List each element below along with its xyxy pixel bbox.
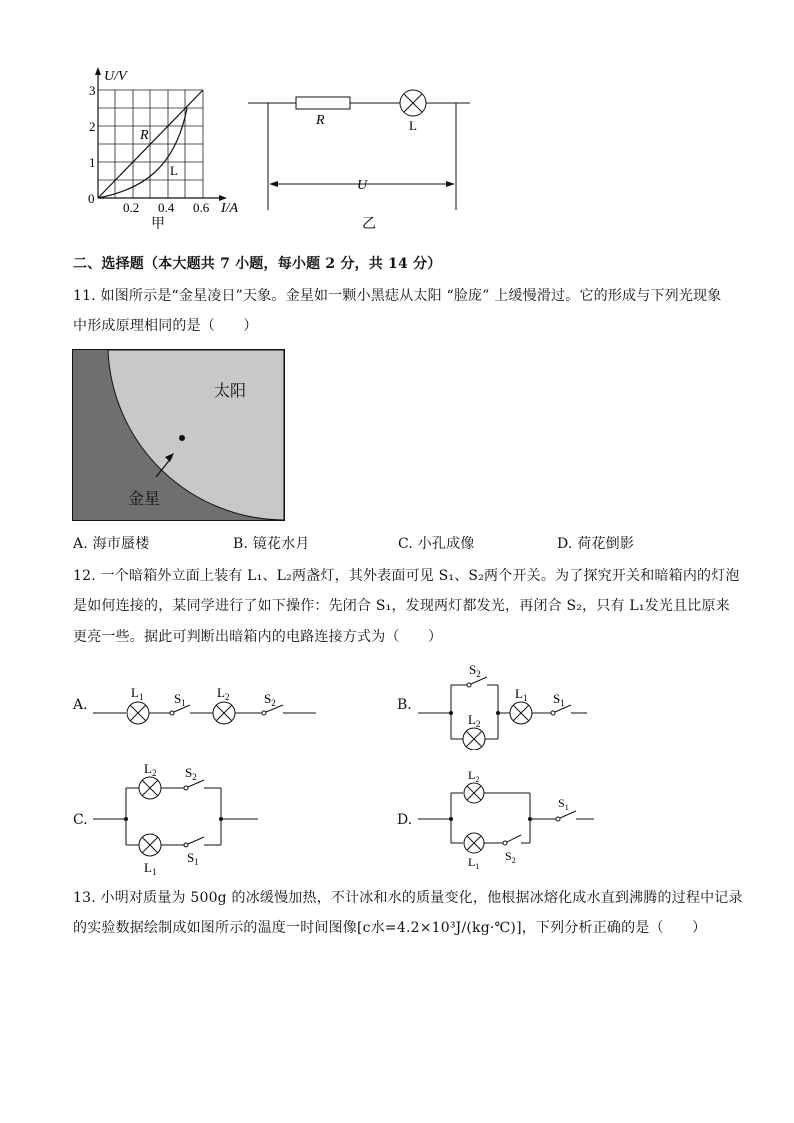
section-heading: 二、选择题（本大题共 7 小题，每小题 2 分，共 14 分） [73,256,442,272]
lamp-label: L [409,118,417,133]
lamp-symbol [400,90,426,116]
lamp-L2-icon [464,783,484,803]
curve-L-label: L [170,163,178,178]
q11-option-d[interactable]: D. 荷花倒影 [557,536,635,552]
q12-circuit-a [90,680,320,730]
y-tick-2: 2 [89,119,96,134]
lamp-L1-icon [139,834,161,856]
switch-S1-icon [170,705,190,715]
svg-text:S2: $S_2$ [505,849,516,865]
venus-label: 金星 [128,491,161,508]
resistor-label: R [316,113,325,128]
switch-S2-icon [503,835,521,845]
lamp-L1-icon [510,702,532,724]
q12-option-b-label[interactable]: B. [397,697,412,713]
svg-text:L2: $L_2$ [217,685,230,702]
q12-option-c-label[interactable]: C. [73,812,88,828]
graph-caption: 甲 [151,217,165,232]
svg-text:L1: $L_1$ [515,686,528,703]
svg-text:S2: $S_2$ [264,691,276,708]
lamp-L1-icon [464,833,484,853]
q12-circuit-b [415,660,595,750]
q12-line1: 12. 一个暗箱外立面上装有 L₁、L₂两盏灯，其外表面可见 S₁、S₂两个开关。为了探究开关和暗箱内的灯泡 [73,568,740,584]
circuit-yi [240,80,480,240]
svg-text:S1: $S_1$ [558,796,569,812]
q11-line2: 中形成原理相同的是（ ） [73,318,258,334]
y-axis-arrow [95,67,101,75]
y-tick-3: 3 [89,83,96,98]
curve-R-label: R [140,128,149,143]
q11-option-c[interactable]: C. 小孔成像 [398,536,475,552]
graph-jia [80,62,255,237]
lamp-L2-icon [463,728,485,750]
svg-text:S2: $S_2$ [469,662,481,679]
svg-text:L1: $L_1$ [468,855,480,871]
svg-text:L2: $L_2$ [468,768,480,784]
q11-option-a[interactable]: A. 海市蜃楼 [73,536,150,552]
svg-text:L2: $L_2$ [144,761,157,778]
resistor-symbol [296,97,350,109]
switch-S1-icon [556,811,576,821]
q12-option-d-label[interactable]: D. [397,812,413,828]
q13-line1: 13. 小明对质量为 500g 的冰缓慢加热，不计冰和水的质量变化，他根据冰熔化成水直到沸腾的过程中记录 [73,890,743,906]
svg-text:L1: $L_1$ [144,860,157,877]
svg-text:L1: $L_1$ [131,685,144,702]
transit-of-venus-figure [72,349,286,522]
y-tick-1: 1 [89,155,96,170]
x-tick-0.4: 0.4 [158,200,175,215]
x-axis-label: I/A [221,201,239,216]
q11-option-b[interactable]: B. 镜花水月 [233,536,310,552]
q13-line2: 的实验数据绘制成如图所示的温度一时间图像[c水=4.2×10³J/(kg·℃)]，下列分析正确的是（ ） [73,920,707,936]
lamp-L2-icon [213,702,235,724]
svg-text:S1: $S_1$ [174,691,186,708]
lamp-L1-icon [127,702,149,724]
circuit-caption: 乙 [362,217,376,232]
lamp-L2-icon [139,777,161,799]
q12-circuit-d [415,760,600,875]
q12-line2: 是如何连接的，某同学进行了如下操作：先闭合 S₁，发现两灯都发光，再闭合 S₂，只有 L₁发光且比原来 [73,598,730,614]
origin-label: 0 [88,191,95,206]
q12-line3: 更亮一些。据此可判断出暗箱内的电路连接方式为（ ） [73,629,443,645]
sun-label: 太阳 [214,383,247,400]
voltage-label: U [357,178,368,193]
x-tick-0.6: 0.6 [193,200,210,215]
svg-text:S1: $S_1$ [187,850,199,867]
x-tick-0.2: 0.2 [123,200,140,215]
y-axis-label: U/V [104,69,127,84]
svg-text:L2: $L_2$ [468,712,481,729]
venus-dot [179,435,185,441]
q12-circuit-c [90,760,265,880]
svg-text:S1: $S_1$ [553,691,565,708]
switch-S1-icon [184,837,204,847]
q12-option-a-label[interactable]: A. [73,697,88,713]
svg-text:S2: $S_2$ [185,765,197,782]
q11-line1: 11. 如图所示是“金星凌日”天象。金星如一颗小黑痣从太阳 “脸庞” 上缓慢滑过。它的形成与下列光现象 [73,288,722,304]
